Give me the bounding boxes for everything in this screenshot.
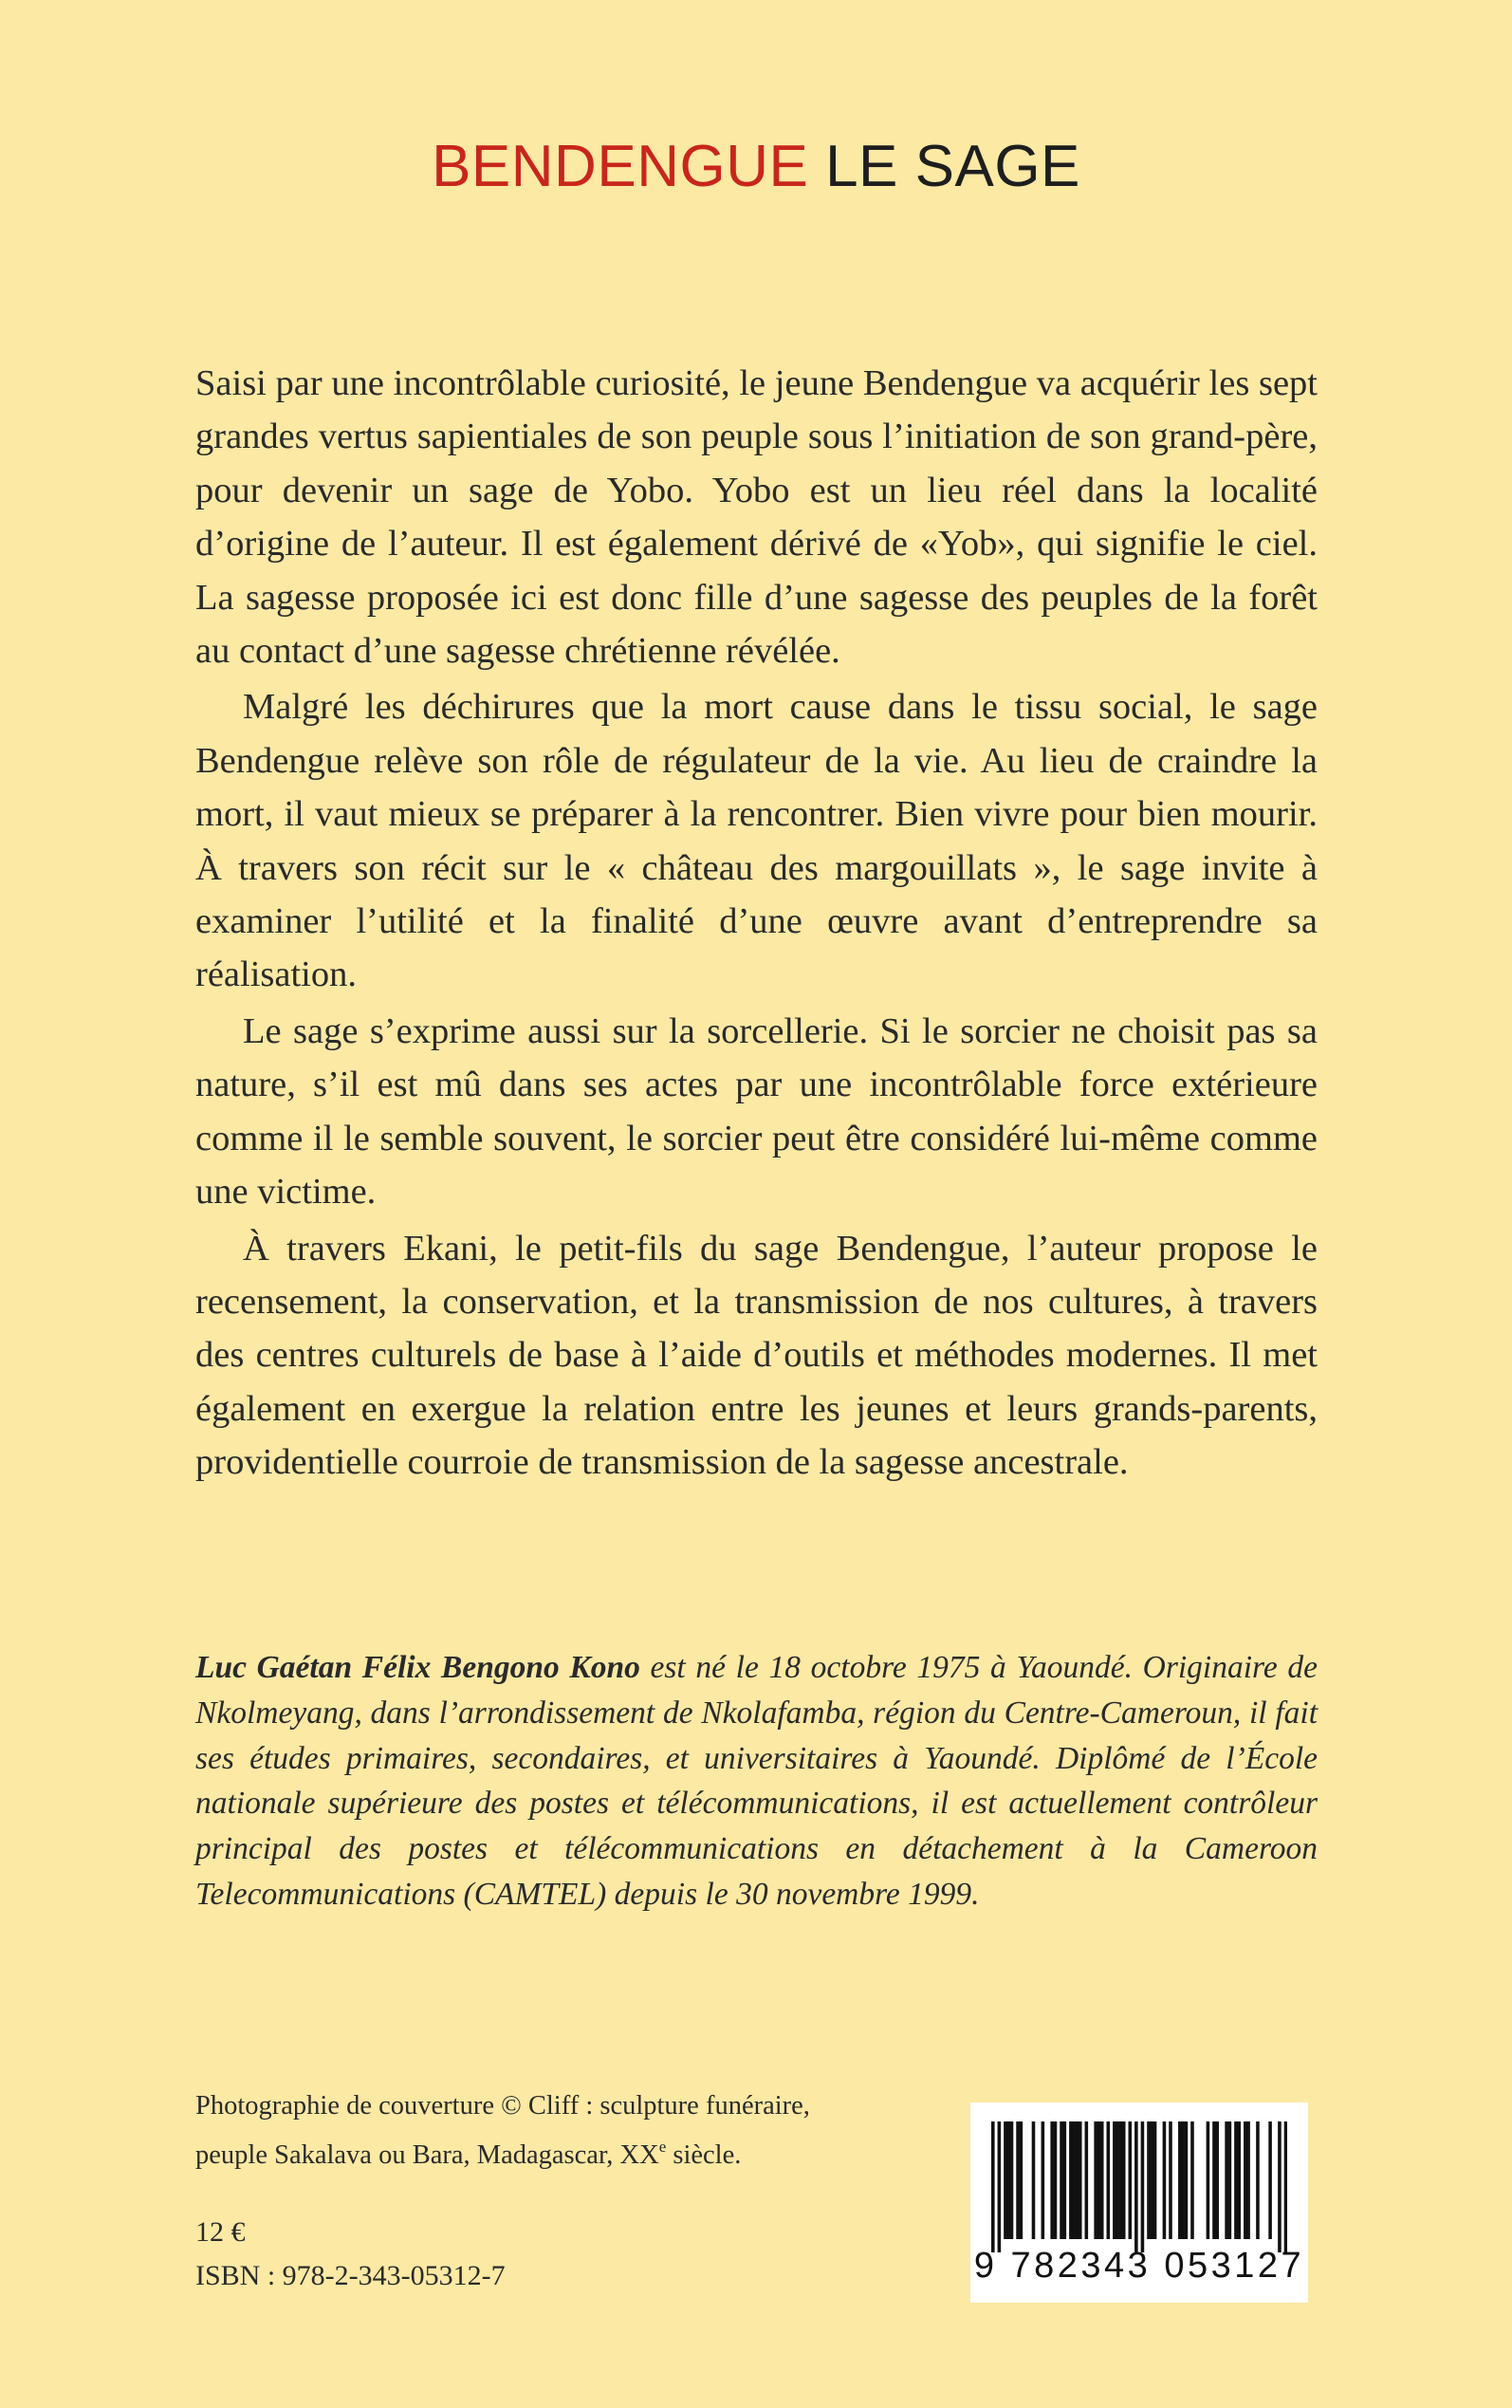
photo-credit-line-2-end: siècle. [666,2140,742,2170]
barcode-bar [1122,2121,1126,2239]
barcode-bar [1234,2121,1238,2239]
barcode-bar [1094,2121,1097,2239]
summary-paragraph-3: Le sage s’exprime aussi sur la sorcellerie. Si le sorcier ne choisit pas sa nature, s’il est mû dans ses actes par une incontrôlable force extérieure comme il le semble souvent, le sorcier peut être considéré lui-même comme une victime. [195,1010,1318,1213]
barcode-bar [1181,2121,1185,2239]
barcode-bar [1190,2121,1194,2239]
barcode-bar [1119,2121,1123,2239]
barcode-bar [1268,2121,1272,2239]
price-isbn-block [195,2211,506,2298]
book-title [0,134,1512,199]
barcode-bar [998,2121,1002,2252]
barcode-bar [1215,2121,1219,2239]
barcode-bar [1153,2121,1157,2239]
summary-paragraph-4: À travers Ekani, le petit-fils du sage Bendengue, l’auteur propose le recensement, la conservation, et la transmission de nos cultures, à travers des centres culturels de base à l’aide d’outils et méthodes modernes. Il met également en exergue la relation entre les jeunes et leurs grands-parents, providentielle courroie de transmission de la sagesse ancestrale. [195,1228,1318,1483]
barcode-bars [991,2121,1287,2252]
barcode-bar [1097,2121,1101,2239]
title-rest: LE SAGE [825,134,1080,199]
barcode-bar [1113,2121,1116,2239]
barcode-bar [1006,2121,1010,2239]
barcode-bar [1212,2121,1216,2239]
barcode-bar [1085,2121,1089,2239]
summary-paragraph-2: Malgré les déchirures que la mort cause dans le tissu social, le sage Bendengue relève son rôle de régulateur de la vie. Au lieu de craindre la mort, il vaut mieux se préparer à la rencontrer. Bien vivre pour bien mourir. À travers son récit sur le « château des margouillats », le sage invite à examiner l’utilité et la finalité d’une œuvre avant d’entreprendre sa réalisation. [195,687,1318,995]
barcode-bar [1134,2121,1138,2252]
isbn: ISBN : 978-2-343-05312-7 [195,2260,506,2291]
author-name: Luc Gaétan Félix Bengono Kono [195,1650,640,1685]
photo-credit-line-2 [195,2126,954,2176]
barcode-bar [1246,2121,1250,2239]
barcode-bar [1185,2121,1189,2239]
barcode-bar [1020,2121,1023,2239]
book-summary [195,357,1318,1490]
title-name: BENDENGUE [432,134,809,199]
barcode-bar [1129,2121,1133,2239]
barcode-bar [1079,2121,1082,2239]
barcode-bar [1050,2121,1054,2239]
barcode-bar [1069,2121,1073,2239]
barcode-bar [1042,2121,1045,2239]
barcode-bar [1225,2121,1228,2239]
barcode-bar [1016,2121,1020,2239]
barcode-bar [1150,2121,1153,2239]
barcode-bar [1284,2121,1287,2252]
barcode-bar [1178,2121,1182,2239]
price: 12 € [195,2216,246,2248]
barcode-bar [1054,2121,1058,2239]
barcode-bar [1256,2121,1260,2239]
barcode-bar [1147,2121,1151,2239]
barcode-bar [1207,2121,1210,2239]
photo-credit-line-1: Photographie de couverture © Cliff : sculpture funéraire, [195,2091,810,2121]
barcode-bar [1163,2121,1167,2239]
barcode-bar [1237,2121,1241,2239]
barcode-bar [1107,2121,1111,2239]
century-superscript: e [658,2138,667,2156]
barcode-bar [1063,2121,1067,2239]
barcode-bar [1076,2121,1079,2239]
barcode-bar [1116,2121,1119,2239]
barcode-bar [1244,2121,1247,2239]
photo-credit [195,2085,954,2176]
barcode-bar [1169,2121,1172,2239]
barcode-bar [991,2121,995,2252]
barcode-bar [1004,2121,1007,2239]
barcode-bar [1010,2121,1014,2239]
barcode-bar [1032,2121,1036,2239]
barcode-bar [1141,2121,1145,2252]
barcode-bar [1072,2121,1076,2239]
barcode-bar [1060,2121,1063,2239]
barcode-digits: 9 782343 053127 [973,2246,1305,2286]
summary-paragraph-1: Saisi par une incontrôlable curiosité, le jeune Bendengue va acquérir les sept grandes vertus sapientiales de son peuple sous l’initiation de son grand-père, pour devenir un sage de Yobo. Yobo est un lieu réel dans la localité d’origine de l’auteur. Il est également dérivé de «Yob», qui signifie le ciel. La sagesse proposée ici est donc fille d’une sagesse des peuples de la forêt au contact d’une sagesse chrétienne révélée. [195,363,1318,672]
barcode-bar [1228,2121,1232,2239]
author-bio [195,1645,1318,1917]
barcode [970,2102,1308,2303]
author-bio-text: est né le 18 octobre 1975 à Yaoundé. Originaire de Nkolmeyang, dans l’arrondissement de Nkolafamba, région du Centre-Cameroun, il fait ses études primaires, secondaires, et universitaires à Yaoundé. Diplômé de l’École nationale supérieure des postes et télécommunications, il est actuellement contrôleur principal des postes et télécommunications en détachement à la Cameroon Telecommunications (CAMTEL) depuis le 30 novembre 1999. [195,1650,1318,1912]
barcode-bar [1278,2121,1282,2252]
photo-credit-line-2-text: peuple Sakalava ou Bara, Madagascar, XX [195,2140,659,2170]
barcode-bar [1100,2121,1104,2239]
